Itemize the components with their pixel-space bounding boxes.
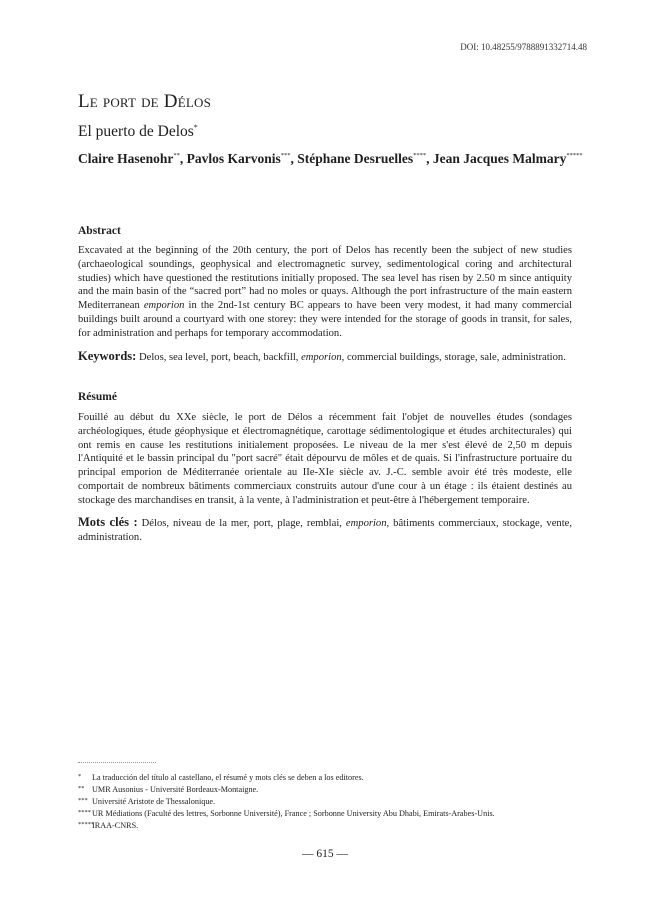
author-footnote-mark: *** [280,152,291,159]
subtitle-text: El puerto de Delos [78,123,194,140]
doi: DOI: 10.48255/9788891332714.48 [460,42,587,52]
author-footnote-mark: ** [173,152,180,159]
footnote [78,772,364,784]
footnote-text: UMR Ausonius - Université Bordeaux-Montaigne. [92,785,259,794]
footnote-text: UR Médiations (Faculté des lettres, Sorbonne Université), France ; Sorbonne University Abu Dhabi, Emirats-Arabes-Unis. [92,809,495,818]
keywords-text: Delos, sea level, port, beach, backfill, [136,352,302,363]
footnote-mark: * [78,773,82,780]
footnote-text: La traducción del título al castellano, el résumé y mots clés se deben a los editores. [92,773,364,782]
abstract-heading: Abstract [78,225,121,237]
keywords-text: , commercial buildings, storage, sale, administration. [341,352,566,363]
author-name: Pavlos Karvonis [186,151,281,166]
article-subtitle [78,123,198,141]
keywords [78,350,572,365]
resume-heading: Résumé [78,391,117,403]
abstract-text-part: Excavated at the beginning of the 20th century, the port of Delos has recently been the subject of new studies (archaeological soundings, geophysical and electromagnetic survey, sedimentological coring and architectural studies) which have questioned the restitutions initially proposed. The sea level has risen by 2.50 m since antiquity and the main basin of the “sacred port” had no moles or quays. Although the port infrastructure of the main eastern Mediterranean [78,245,572,312]
footnote [78,796,215,808]
subtitle-footnote-mark: * [193,123,198,132]
footnote-text: IRAA-CNRS. [92,821,139,830]
footnote [78,784,258,796]
abstract-text [78,244,572,341]
abstract-emphasis: emporion [143,300,185,312]
footnote [78,820,138,832]
author-list: Claire Hasenohr**, Pavlos Karvonis***, Stéphane Desruelles****, Jean Jacques Malmary***** [78,151,583,166]
author-name: Claire Hasenohr [78,151,174,166]
footnote-mark: **** [78,809,91,816]
mots-cles-text: Délos, niveau de la mer, port, plage, remblai, [137,518,346,529]
footnote-divider [78,762,156,763]
author-footnote-mark: ***** [566,152,583,159]
author-name: Stéphane Desruelles [297,151,414,166]
page-number: — 615 — [302,848,348,860]
mots-cles-label: Mots clés : [78,515,138,529]
author-footnote-mark: **** [413,152,427,159]
article-title: Le port de Délos [78,91,211,112]
resume-text: Fouillé au début du XXe siècle, le port de Délos a récemment fait l'objet de nouvelles études (sondages archéologiques, étude géophysique et électromagnétique, carottage sédimentologique et études architecturales) qui ont remis en cause les restitutions initialement proposées. Le niveau de la mer s'est élevé de 2,50 m depuis l'Antiquité et le bassin principal du "port sacré" était dépourvu de môles et de quais. Si l'infrastructure portuaire du principal emporion de Méditerranée orientale au IIe-XIe siècle av. J.-C. semble avoir été très modeste, elle comportait de nombreux bâtiments commerciaux construits autour d'une cour à un étage : ils étaient destinés au stockage des marchandises en transit, à la vente, à l'administration et peut-être à l'hébergement temporaire. [78,412,572,506]
footnote-text: Université Aristote de Thessalonique. [92,797,216,806]
keywords-emphasis: emporion [301,352,342,363]
keywords-label: Keywords: [78,349,137,363]
footnote [78,808,495,820]
mots-cles-text: , bâtiments commerciaux, stockage, vente, administration. [78,518,572,543]
footnote-mark: ** [78,785,85,792]
footnote-mark: *** [78,797,88,804]
author-name: Jean Jacques Malmary [432,151,567,166]
footnote-mark: ***** [78,821,95,828]
abstract-text-part: in the 2nd-1st century BC appears to have been very modest, it had many commercial buildings built around a courtyard with one storey: they were intended for the storage of goods in transit, for sales, for administration and perhaps for temporary accommodation. [78,300,572,339]
mots-cles [78,516,572,545]
mots-cles-emphasis: emporion [345,518,387,529]
